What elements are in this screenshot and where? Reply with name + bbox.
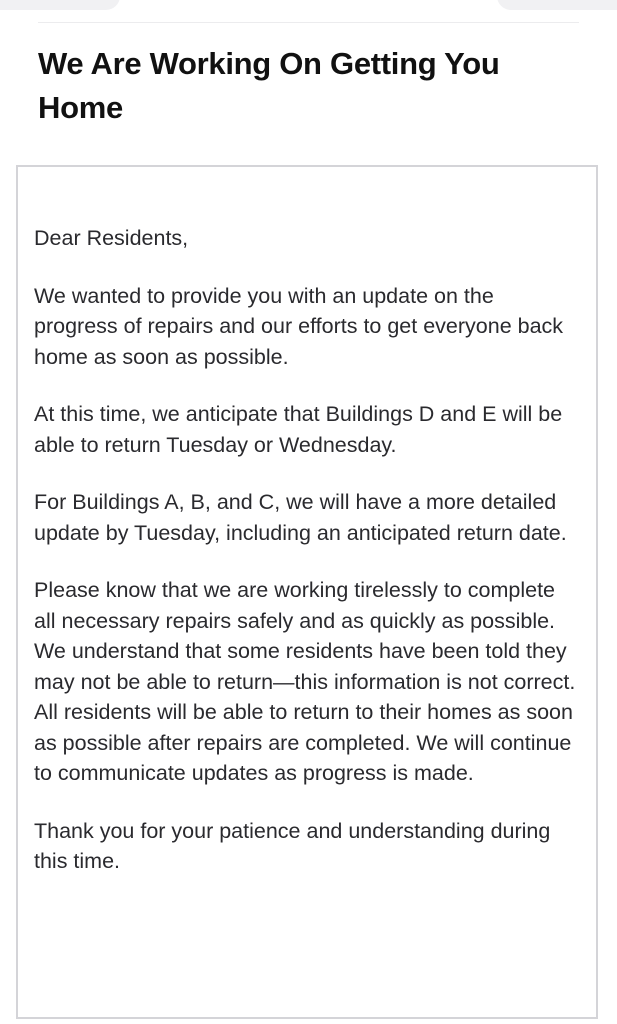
letter-closing: Thank you for your patience and understanding during this time.: [34, 818, 551, 873]
notice-title: We Are Working On Getting You Home: [38, 46, 500, 125]
letter-paragraph-repairs: Please know that we are working tirelessly to complete all necessary repairs safely and as quickly as possible. We understand that some residents have been told they may not be able to return—this information is not correct. All residents will be able to return to their homes as soon as possible after repairs are completed. We will continue to communicate updates as progress is made.: [34, 578, 576, 785]
header-divider: [38, 22, 579, 23]
letter-paragraph-buildings-d-e: At this time, we anticipate that Buildings D and E will be able to return Tuesday or Wednesday.: [34, 402, 563, 457]
letter-paragraph-intro: We wanted to provide you with an update on the progress of repairs and our efforts to get everyone back home as soon as possible.: [34, 283, 564, 369]
top-left-button[interactable]: [0, 0, 120, 10]
letter-body: [16, 165, 598, 1019]
letter-greeting: Dear Residents,: [34, 226, 189, 250]
top-right-button[interactable]: [497, 0, 617, 10]
letter-paragraph-buildings-a-b-c: For Buildings A, B, and C, we will have a more detailed update by Tuesday, including an anticipated return date.: [34, 490, 567, 545]
